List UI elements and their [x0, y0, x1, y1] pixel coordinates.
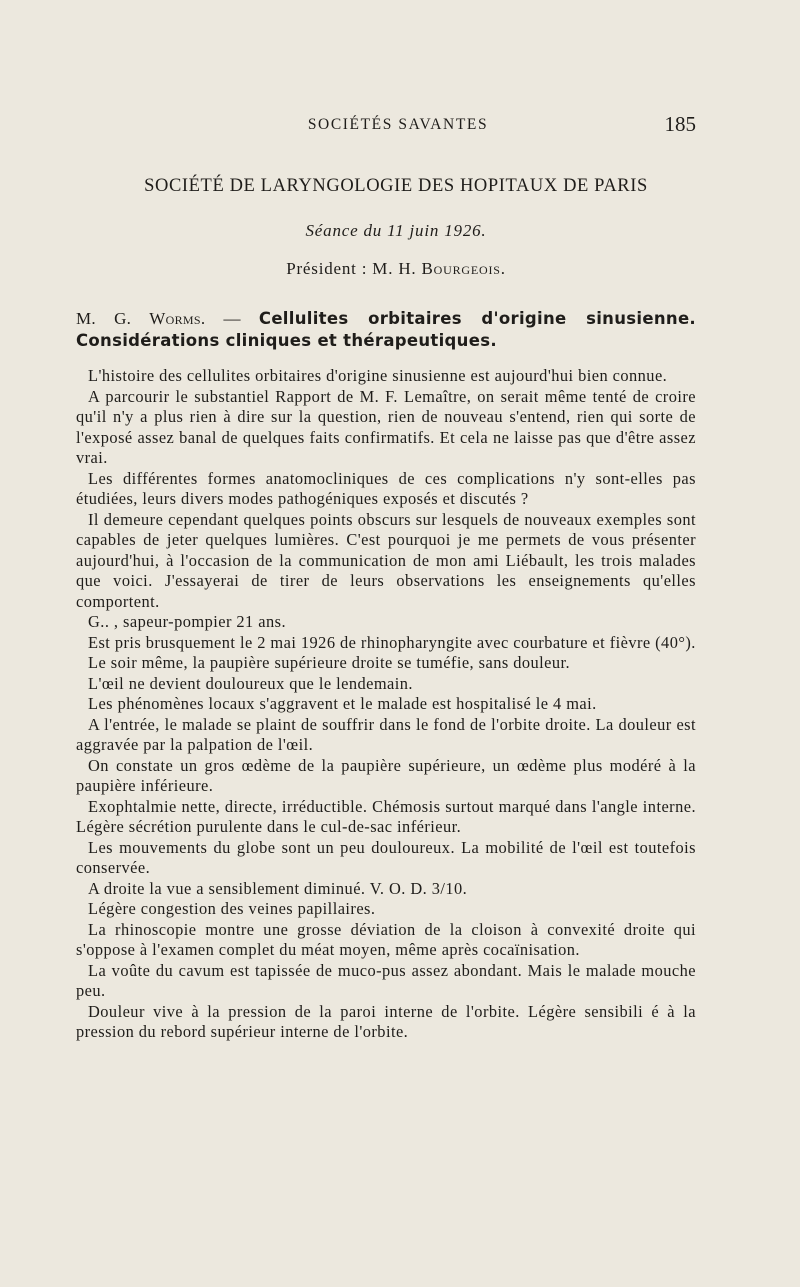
paragraph: Est pris brusquement le 2 mai 1926 de rhinopharyngite avec courbature et fièvre (40°).	[88, 632, 696, 652]
paragraph: Les mouvements du globe sont un peu douloureux. La mobilité de l'œil est toutefois conservée.	[76, 837, 696, 877]
president-label: Président : M. H.	[286, 259, 422, 278]
paragraph: A droite la vue a sensiblement diminué. V. O. D. 3/10.	[88, 878, 468, 898]
paragraph: G.. , sapeur-pompier 21 ans.	[88, 612, 286, 631]
article-body	[76, 366, 696, 1043]
paragraph: Les différentes formes anatomocliniques de ces complications n'y sont-elles pas étudiées, leurs divers modes pathogéniques exposés et discutés ?	[76, 468, 696, 508]
author-prefix: M. G.	[76, 309, 150, 328]
paragraph: Les phénomènes locaux s'aggravent et le malade est hospitalisé le 4 mai.	[88, 694, 597, 713]
paragraph: Exophtalmie nette, directe, irréductible. Chémosis surtout marqué dans l'angle interne. Légère sécrétion purulente dans le cul-de-sac inférieur.	[76, 796, 696, 836]
paragraph: Le soir même, la paupière supérieure droite se tuméfie, sans douleur.	[88, 653, 571, 672]
paragraph: On constate un gros œdème de la paupière supérieure, un œdème plus modéré à la paupière inférieure.	[76, 755, 696, 795]
author-name: Worms	[149, 309, 201, 328]
paragraph: A l'entrée, le malade se plaint de souffrir dans le fond de l'orbite droite. La douleur est aggravée par la palpation de l'œil.	[76, 714, 696, 754]
paragraph: A parcourir le substantiel Rapport de M. F. Lemaître, on serait même tenté de croire qu'il n'y a plus rien à dire sur la question, rien de nouveau s'entend, rien qui sorte de l'exposé assez banal de quelques faits confirmatifs. Et cela ne laisse pas que d'être assez vrai.	[76, 386, 696, 467]
paragraph: Légère congestion des veines papillaires.	[88, 899, 376, 918]
paragraph: La voûte du cavum est tapissée de muco-pus assez abondant. Mais le malade mouche peu.	[76, 960, 696, 1000]
president-line	[96, 259, 696, 279]
paragraph: Il demeure cependant quelques points obscurs sur lesquels de nouveaux exemples sont capables de jeter quelques lumières. C'est pourquoi je me permets de vous présenter aujourd'hui, à l'occasion de la communication de mon ami Liébault, les trois malades que voici. J'essayerai de tirer de leurs observations les enseignements qu'elles comportent.	[76, 509, 696, 611]
president-name: Bourgeois.	[421, 259, 506, 278]
session-date: Séance du 11 juin 1926.	[305, 221, 487, 240]
paragraph: Douleur vive à la pression de la paroi interne de l'orbite. Légère sensibili é à la pression du rebord supérieur interne de l'orbite.	[76, 1001, 696, 1041]
paragraph: La rhinoscopie montre une grosse déviation de la cloison à convexité droite qui s'oppose à l'examen complet du méat moyen, même après cocaïnisation.	[76, 919, 696, 959]
paragraph: L'œil ne devient douloureux que le lendemain.	[88, 673, 413, 693]
running-title: SOCIÉTÉS SAVANTES	[307, 116, 489, 133]
page-number: 185	[664, 112, 696, 136]
article-heading	[76, 308, 696, 352]
society-title: SOCIÉTÉ DE LARYNGOLOGIE DES HOPITAUX DE PARIS	[144, 176, 648, 196]
paragraph: L'histoire des cellulites orbitaires d'origine sinusienne est aujourd'hui bien connue.	[88, 366, 668, 385]
heading-separator: . —	[200, 309, 259, 328]
article-title: Cellulites orbitaires d'origine sinusienne. Considérations cliniques et thérapeutiques.	[76, 309, 696, 350]
running-header	[100, 112, 696, 140]
